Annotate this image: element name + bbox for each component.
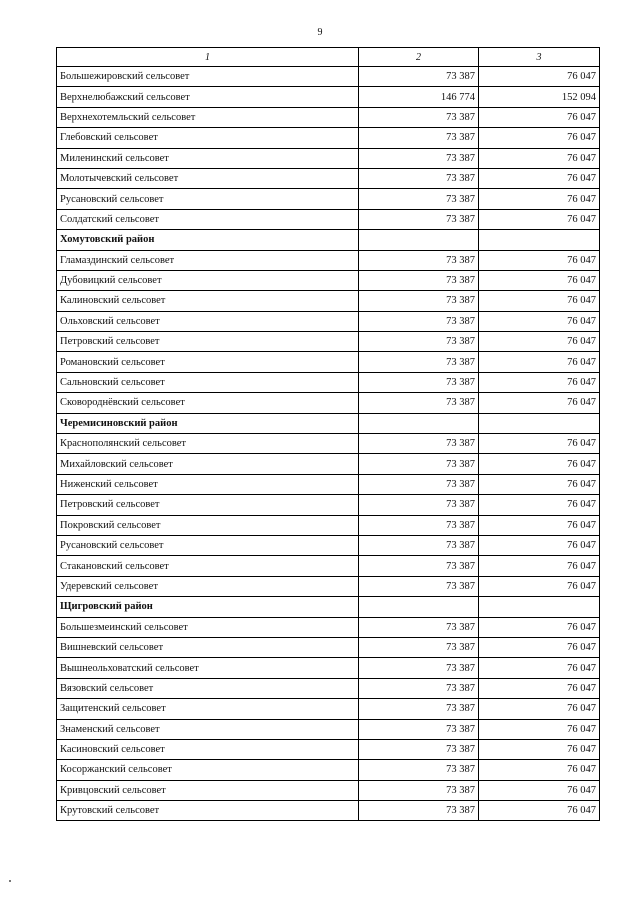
value-col-2-cell: 73 387	[359, 189, 479, 209]
settlement-name-cell: Калиновский сельсовет	[57, 291, 359, 311]
page-number: 9	[317, 27, 323, 38]
value-col-2-cell: 73 387	[359, 434, 479, 454]
value-col-2-cell: 73 387	[359, 393, 479, 413]
table-row	[57, 332, 600, 352]
table-row	[57, 576, 600, 596]
table-row	[57, 699, 600, 719]
region-row	[57, 230, 600, 250]
value-col-3-cell: 76 047	[479, 332, 600, 352]
value-col-2-cell: 73 387	[359, 760, 479, 780]
value-col-3-cell: 76 047	[479, 658, 600, 678]
settlement-name-cell: Сальновский сельсовет	[57, 372, 359, 392]
table-row	[57, 128, 600, 148]
scan-artifact-dot	[9, 880, 11, 882]
value-col-3-cell: 76 047	[479, 311, 600, 331]
header-col-2: 2	[359, 48, 479, 67]
header-col-1: 1	[57, 48, 359, 67]
value-col-2-cell: 73 387	[359, 719, 479, 739]
settlement-name-cell: Краснополянский сельсовет	[57, 434, 359, 454]
settlement-name-cell: Крутовский сельсовет	[57, 801, 359, 821]
value-col-3-cell: 76 047	[479, 393, 600, 413]
value-col-3-cell: 76 047	[479, 739, 600, 759]
settlement-name-cell: Сковороднёвский сельсовет	[57, 393, 359, 413]
table-row	[57, 67, 600, 87]
value-col-3-cell: 76 047	[479, 107, 600, 127]
value-col-3-cell: 76 047	[479, 454, 600, 474]
value-col-2-cell: 73 387	[359, 372, 479, 392]
value-col-2-cell: 73 387	[359, 128, 479, 148]
table-row	[57, 535, 600, 555]
settlement-name-cell: Большезмеинский сельсовет	[57, 617, 359, 637]
table-row	[57, 678, 600, 698]
value-col-3-cell: 76 047	[479, 291, 600, 311]
value-col-3-cell: 76 047	[479, 719, 600, 739]
header-row	[57, 48, 600, 67]
settlement-name-cell: Романовский сельсовет	[57, 352, 359, 372]
settlement-name-cell: Русановский сельсовет	[57, 535, 359, 555]
table-row	[57, 107, 600, 127]
value-col-3-cell: 76 047	[479, 128, 600, 148]
table-row	[57, 760, 600, 780]
value-col-3-cell: 76 047	[479, 148, 600, 168]
value-col-2-cell: 73 387	[359, 454, 479, 474]
value-col-2-cell	[359, 230, 479, 250]
table-row	[57, 719, 600, 739]
table-row	[57, 454, 600, 474]
value-col-2-cell: 73 387	[359, 474, 479, 494]
value-col-3-cell: 76 047	[479, 699, 600, 719]
value-col-3-cell	[479, 413, 600, 433]
table-row	[57, 311, 600, 331]
value-col-3-cell: 76 047	[479, 474, 600, 494]
value-col-2-cell: 73 387	[359, 311, 479, 331]
table-row	[57, 209, 600, 229]
settlement-name-cell: Верхнехотемльский сельсовет	[57, 107, 359, 127]
value-col-2-cell: 73 387	[359, 556, 479, 576]
settlement-name-cell: Стакановский сельсовет	[57, 556, 359, 576]
value-col-2-cell: 73 387	[359, 332, 479, 352]
value-col-3-cell: 76 047	[479, 168, 600, 188]
value-col-2-cell: 73 387	[359, 801, 479, 821]
value-col-3-cell: 76 047	[479, 270, 600, 290]
settlement-name-cell: Вышнеольховатский сельсовет	[57, 658, 359, 678]
value-col-3-cell: 76 047	[479, 250, 600, 270]
value-col-2-cell: 73 387	[359, 780, 479, 800]
settlement-name-cell: Гламаздинский сельсовет	[57, 250, 359, 270]
region-name-cell: Черемисиновский район	[57, 413, 359, 433]
budget-table	[56, 47, 600, 821]
settlement-name-cell: Глебовский сельсовет	[57, 128, 359, 148]
settlement-name-cell: Удеревский сельсовет	[57, 576, 359, 596]
value-col-2-cell: 73 387	[359, 678, 479, 698]
settlement-name-cell: Знаменский сельсовет	[57, 719, 359, 739]
table-row	[57, 658, 600, 678]
table-row	[57, 474, 600, 494]
value-col-2-cell: 73 387	[359, 148, 479, 168]
table-body	[57, 67, 600, 821]
table-row	[57, 393, 600, 413]
settlement-name-cell: Дубовицкий сельсовет	[57, 270, 359, 290]
table-row	[57, 291, 600, 311]
value-col-3-cell: 76 047	[479, 535, 600, 555]
settlement-name-cell: Кривцовский сельсовет	[57, 780, 359, 800]
value-col-3-cell: 76 047	[479, 617, 600, 637]
settlement-name-cell: Касиновский сельсовет	[57, 739, 359, 759]
value-col-3-cell: 76 047	[479, 352, 600, 372]
value-col-2-cell: 73 387	[359, 67, 479, 87]
value-col-2-cell: 73 387	[359, 250, 479, 270]
table-row	[57, 434, 600, 454]
table-row	[57, 556, 600, 576]
settlement-name-cell: Вишневский сельсовет	[57, 637, 359, 657]
value-col-3-cell: 76 047	[479, 576, 600, 596]
value-col-2-cell: 73 387	[359, 209, 479, 229]
table-row	[57, 637, 600, 657]
value-col-3-cell: 76 047	[479, 67, 600, 87]
table-row	[57, 495, 600, 515]
settlement-name-cell: Петровский сельсовет	[57, 332, 359, 352]
value-col-2-cell: 73 387	[359, 617, 479, 637]
settlement-name-cell: Ниженский сельсовет	[57, 474, 359, 494]
settlement-name-cell: Покровский сельсовет	[57, 515, 359, 535]
value-col-3-cell: 76 047	[479, 637, 600, 657]
table-row	[57, 515, 600, 535]
value-col-3-cell: 76 047	[479, 556, 600, 576]
table-row	[57, 617, 600, 637]
settlement-name-cell: Защитенский сельсовет	[57, 699, 359, 719]
table-row	[57, 270, 600, 290]
value-col-2-cell: 73 387	[359, 576, 479, 596]
value-col-2-cell: 73 387	[359, 515, 479, 535]
region-row	[57, 413, 600, 433]
settlement-name-cell: Молотычевский сельсовет	[57, 168, 359, 188]
settlement-name-cell: Миленинский сельсовет	[57, 148, 359, 168]
value-col-3-cell: 152 094	[479, 87, 600, 107]
value-col-3-cell: 76 047	[479, 780, 600, 800]
value-col-3-cell	[479, 597, 600, 617]
value-col-2-cell: 73 387	[359, 637, 479, 657]
value-col-2-cell: 73 387	[359, 352, 479, 372]
table-row	[57, 780, 600, 800]
value-col-3-cell	[479, 230, 600, 250]
value-col-3-cell: 76 047	[479, 434, 600, 454]
table-row	[57, 250, 600, 270]
table-row	[57, 87, 600, 107]
value-col-2-cell: 73 387	[359, 535, 479, 555]
settlement-name-cell: Большежировский сельсовет	[57, 67, 359, 87]
value-col-2-cell: 73 387	[359, 658, 479, 678]
settlement-name-cell: Вязовский сельсовет	[57, 678, 359, 698]
settlement-name-cell: Михайловский сельсовет	[57, 454, 359, 474]
value-col-2-cell: 73 387	[359, 699, 479, 719]
settlement-name-cell: Русановский сельсовет	[57, 189, 359, 209]
value-col-2-cell: 73 387	[359, 107, 479, 127]
value-col-2-cell: 73 387	[359, 168, 479, 188]
value-col-2-cell: 73 387	[359, 739, 479, 759]
header-col-3: 3	[479, 48, 600, 67]
value-col-2-cell: 73 387	[359, 291, 479, 311]
table-header	[57, 48, 600, 67]
value-col-3-cell: 76 047	[479, 760, 600, 780]
region-name-cell: Щигровский район	[57, 597, 359, 617]
value-col-3-cell: 76 047	[479, 515, 600, 535]
settlement-name-cell: Солдатский сельсовет	[57, 209, 359, 229]
value-col-2-cell: 73 387	[359, 495, 479, 515]
settlement-name-cell: Ольховский сельсовет	[57, 311, 359, 331]
settlement-name-cell: Косоржанский сельсовет	[57, 760, 359, 780]
value-col-3-cell: 76 047	[479, 209, 600, 229]
value-col-3-cell: 76 047	[479, 801, 600, 821]
value-col-2-cell	[359, 597, 479, 617]
value-col-3-cell: 76 047	[479, 189, 600, 209]
value-col-3-cell: 76 047	[479, 495, 600, 515]
table-row	[57, 168, 600, 188]
value-col-2-cell: 73 387	[359, 270, 479, 290]
table-row	[57, 148, 600, 168]
value-col-2-cell	[359, 413, 479, 433]
value-col-3-cell: 76 047	[479, 678, 600, 698]
table-row	[57, 801, 600, 821]
settlement-name-cell: Верхнелюбажский сельсовет	[57, 87, 359, 107]
table-row	[57, 739, 600, 759]
region-name-cell: Хомутовский район	[57, 230, 359, 250]
table-row	[57, 352, 600, 372]
region-row	[57, 597, 600, 617]
value-col-2-cell: 146 774	[359, 87, 479, 107]
table-row	[57, 189, 600, 209]
settlement-name-cell: Петровский сельсовет	[57, 495, 359, 515]
value-col-3-cell: 76 047	[479, 372, 600, 392]
table-row	[57, 372, 600, 392]
